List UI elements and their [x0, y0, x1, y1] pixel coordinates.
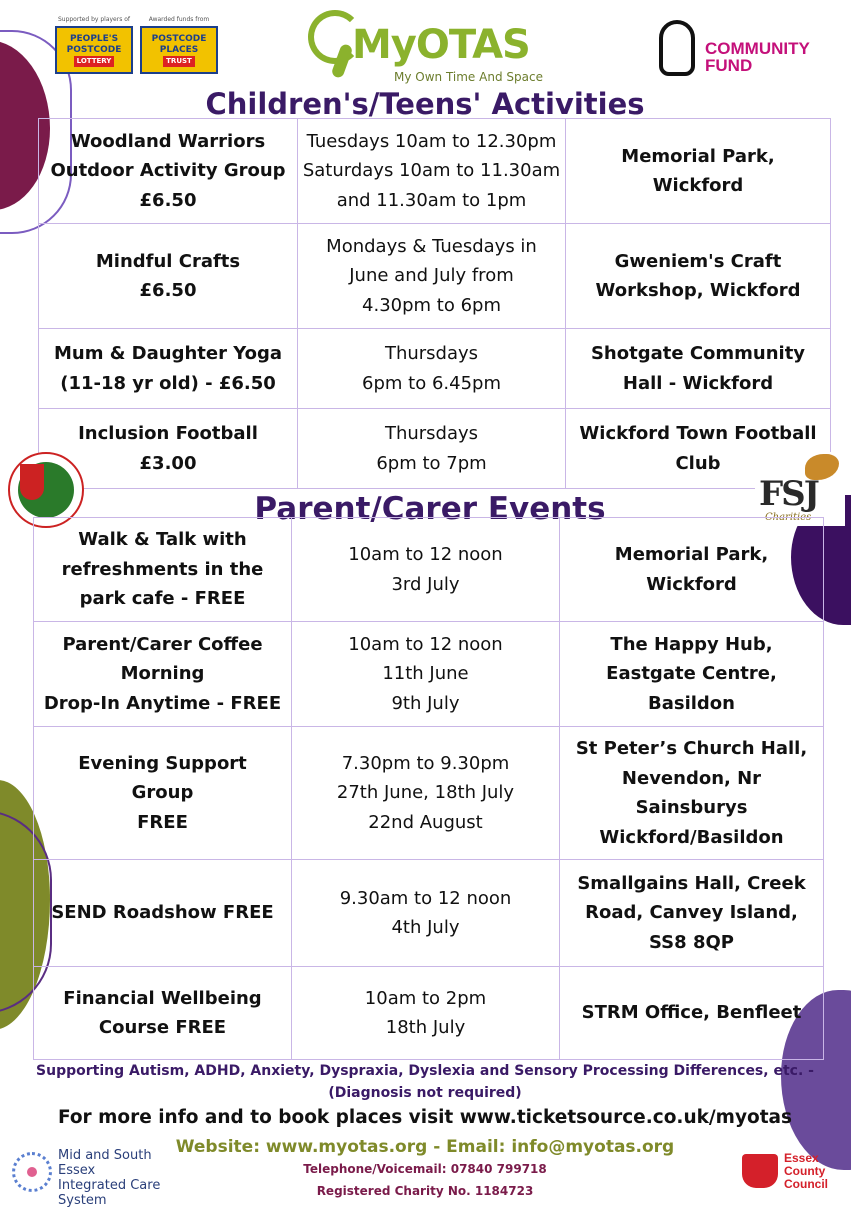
cell-line: Workshop, Wickford [595, 280, 801, 301]
table-row [34, 860, 824, 967]
cell-line: £6.50 [139, 189, 197, 211]
cell-line: Wickford Town Football [579, 423, 817, 444]
event-place-cell [560, 622, 824, 727]
children-activities-table [38, 118, 831, 489]
ppl-badge [55, 26, 133, 74]
myotas-logo [300, 8, 550, 86]
cell-line: 10am to 12 noon [348, 544, 503, 565]
cell-line: Shotgate Community [590, 343, 806, 364]
cell-line: 27th June, 18th July [336, 782, 515, 804]
activity-name-cell [39, 224, 298, 329]
ppl-line: LOTTERY [74, 56, 115, 67]
support-statement [30, 1060, 820, 1104]
cell-line: Memorial Park, [614, 544, 769, 565]
fsj-subtext: Charities [765, 512, 812, 523]
cell-line: Drop-In Anytime - FREE [43, 692, 282, 714]
shield-icon [20, 464, 44, 500]
cell-line: Inclusion Football [78, 423, 258, 444]
peoples-postcode-lottery-logo [55, 16, 133, 76]
cell-line: Hall - Wickford [622, 372, 774, 394]
cell-line: Parent/Carer Coffee [62, 633, 263, 655]
activity-place-cell [566, 224, 831, 329]
cell-line: £6.50 [139, 280, 197, 301]
ecc-text [784, 1152, 828, 1191]
cell-line: Sainsburys [635, 797, 748, 818]
cell-line: 18th July [385, 1017, 466, 1038]
icb-line: Mid and South Essex [58, 1148, 152, 1178]
cell-line: Nevendon, Nr [621, 767, 762, 789]
cell-line: Wickford [646, 573, 737, 595]
event-time-cell [292, 727, 560, 860]
cell-line: Saturdays 10am to 11.30am [302, 160, 561, 182]
cell-line: June and July from [349, 265, 514, 287]
activity-name-cell [39, 119, 298, 224]
event-name-cell [34, 518, 292, 622]
cell-line: £3.00 [139, 452, 197, 474]
activity-place-cell [566, 329, 831, 409]
table-row [39, 224, 831, 329]
cell-line: Financial Wellbeing [63, 987, 262, 1009]
event-time-cell [292, 622, 560, 727]
cell-line: 4th July [391, 917, 460, 938]
cell-line: Road, Canvey Island, [585, 902, 798, 924]
cell-line: Wickford [652, 175, 744, 196]
ppt-line: POSTCODE [151, 33, 207, 44]
cell-line: 3rd July [391, 573, 460, 595]
event-time-cell [292, 518, 560, 622]
essex-county-council-logo [740, 1148, 840, 1194]
cell-line: Morning [120, 663, 205, 685]
cell-line: Group [131, 782, 194, 804]
ppl-line: POSTCODE [66, 44, 122, 55]
cell-line: St Peter’s Church Hall, [575, 738, 808, 759]
cell-line: Evening Support [78, 752, 247, 774]
cell-line: Course FREE [98, 1017, 227, 1038]
brand-name: MyOTAS [352, 22, 530, 68]
table-row [34, 727, 824, 860]
event-time-cell [292, 967, 560, 1060]
cf-line: FUND [705, 56, 753, 75]
cell-line: 10am to 2pm [364, 987, 487, 1009]
cell-line: (11-18 yr old) - £6.50 [60, 372, 276, 394]
contact-website-email[interactable]: Website: www.myotas.org - Email: info@myotas.org [175, 1137, 675, 1157]
cell-line: 9th July [391, 692, 460, 714]
crossed-fingers-icon [659, 20, 695, 76]
booking-info-link[interactable]: For more info and to book places visit www.ticketsource.co.uk/myotas [57, 1107, 793, 1128]
cell-line: 10am to 12 noon [348, 633, 503, 655]
cell-line: STRM Office, Benfleet [581, 1002, 802, 1024]
cell-line: Club [675, 452, 721, 474]
cell-line: Mindful Crafts [95, 250, 241, 272]
table-row [39, 329, 831, 409]
event-name-cell [34, 967, 292, 1060]
activity-name-cell [39, 329, 298, 409]
cell-line: Wickford/Basildon [599, 826, 784, 848]
table-row [39, 409, 831, 489]
cell-line: refreshments in the [61, 558, 264, 580]
cell-line: park cafe - FREE [79, 588, 246, 610]
children-section-title: Children's/Teens' Activities [205, 87, 645, 121]
charity-number: Registered Charity No. 1184723 [316, 1184, 534, 1198]
mid-south-essex-icb-logo [12, 1148, 192, 1208]
parent-section-title: Parent/Carer Events [254, 491, 606, 527]
cell-line: Woodland Warriors [70, 130, 266, 152]
cell-line: Tuesdays 10am to 12.30pm [306, 130, 557, 152]
ppt-badge [140, 26, 218, 74]
support-line: (Diagnosis not required) [328, 1085, 522, 1101]
fsj-text: FSJ [759, 474, 818, 514]
cell-line: 6pm to 6.45pm [362, 372, 501, 394]
cell-line: Eastgate Centre, [606, 663, 777, 685]
postcode-places-trust-logo [140, 16, 218, 76]
cell-line: Thursdays [384, 423, 479, 444]
activity-time-cell [298, 409, 566, 489]
cell-line: Basildon [648, 692, 735, 714]
event-place-cell [560, 727, 824, 860]
ecc-line: County [784, 1164, 826, 1178]
brand-tagline: My Own Time And Space [394, 70, 543, 84]
event-place-cell [560, 967, 824, 1060]
table-row [34, 622, 824, 727]
cell-line: 4.30pm to 6pm [362, 294, 501, 316]
contact-phone: Telephone/Voicemail: 07840 799718 [303, 1162, 547, 1176]
cell-line: 9.30am to 12 noon [339, 887, 512, 909]
cell-line: 22nd August [368, 811, 483, 833]
essex-shield-icon [742, 1154, 778, 1188]
cell-line: Mum & Daughter Yoga [53, 343, 283, 364]
event-time-cell [292, 860, 560, 967]
ppt-line: TRUST [163, 56, 195, 67]
community-fund-logo [645, 14, 825, 82]
activity-place-cell [566, 119, 831, 224]
activity-time-cell [298, 329, 566, 409]
activity-time-cell [298, 224, 566, 329]
table-row [34, 518, 824, 622]
community-fund-text [705, 40, 810, 74]
table-row [39, 119, 831, 224]
support-line: Supporting Autism, ADHD, Anxiety, Dyspraxia, Dyslexia and Sensory Processing Differences, etc. - [36, 1063, 814, 1079]
icb-text [58, 1148, 192, 1208]
event-place-cell [560, 518, 824, 622]
ecc-line: Essex [784, 1151, 819, 1165]
ppt-line: PLACES [159, 44, 199, 55]
cell-line: 6pm to 7pm [376, 452, 487, 474]
cell-line: 7.30pm to 9.30pm [341, 752, 510, 774]
event-name-cell [34, 727, 292, 860]
cell-line: Mondays & Tuesdays in [326, 235, 537, 257]
dotted-circle-icon [12, 1152, 52, 1192]
event-name-cell [34, 622, 292, 727]
cell-line: Thursdays [384, 343, 479, 364]
cell-line: Gweniem's Craft [614, 250, 782, 272]
cell-line: The Happy Hub, [610, 633, 773, 655]
cell-line: SS8 8QP [649, 931, 734, 953]
cell-line: and 11.30am to 1pm [336, 189, 527, 211]
activity-time-cell [298, 119, 566, 224]
cell-line: Smallgains Hall, Creek [577, 872, 806, 894]
ecc-line: Council [784, 1177, 828, 1191]
table-row [34, 967, 824, 1060]
ppl-caption: Supported by players of [57, 16, 131, 23]
icb-line: Integrated Care [58, 1178, 161, 1193]
event-place-cell [560, 860, 824, 967]
ppt-caption: Awarded funds from [148, 16, 210, 23]
cell-line: FREE [137, 811, 188, 833]
cell-line: 11th June [382, 663, 469, 685]
cell-line: Walk & Talk with [78, 529, 247, 551]
cell-line: Outdoor Activity Group [50, 160, 286, 182]
cell-line: Memorial Park, [621, 145, 775, 167]
parent-events-table [33, 517, 824, 1060]
icb-line: System [58, 1193, 107, 1208]
event-name-cell [34, 860, 292, 967]
cell-line: SEND Roadshow FREE [51, 902, 274, 924]
cf-line: COMMUNITY [705, 39, 810, 58]
fsj-charities-logo [755, 452, 845, 526]
ppl-line: PEOPLE'S [69, 33, 119, 44]
